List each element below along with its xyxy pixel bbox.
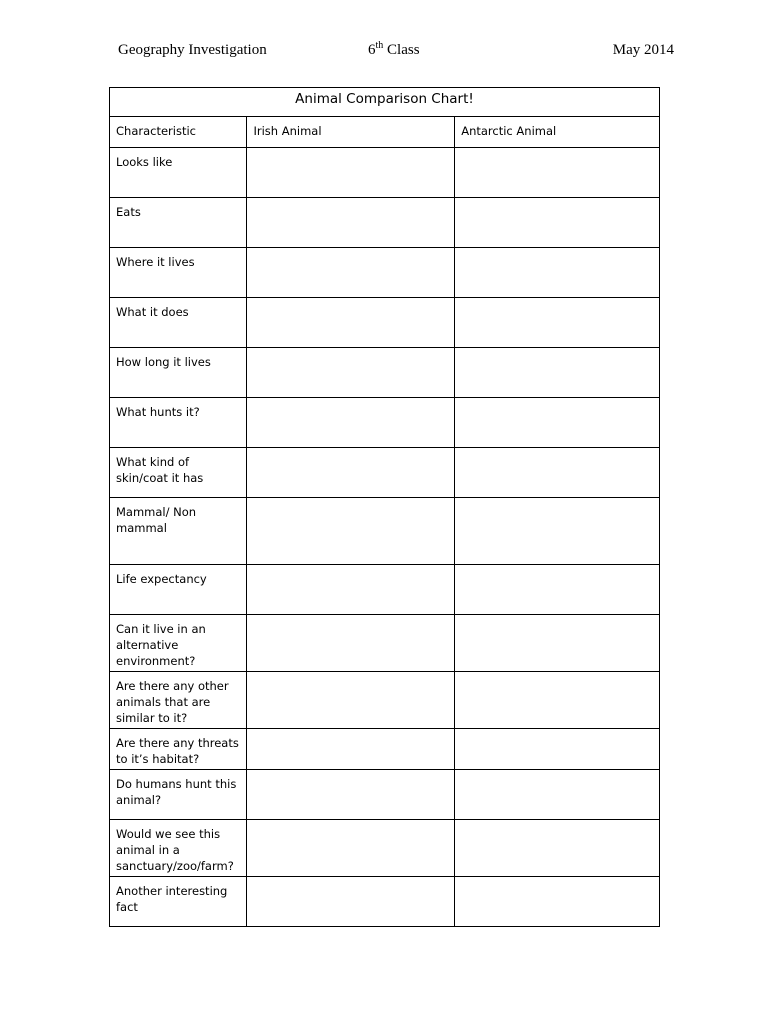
antarctic-animal-cell[interactable] [455, 148, 660, 198]
table-row [110, 729, 660, 770]
antarctic-animal-cell[interactable] [455, 498, 660, 565]
table-row [110, 672, 660, 729]
irish-animal-cell[interactable] [247, 498, 455, 565]
title-row [110, 88, 660, 117]
table-row [110, 615, 660, 672]
irish-animal-cell[interactable] [247, 398, 455, 448]
characteristic-cell: What it does [110, 298, 247, 348]
table-row [110, 770, 660, 820]
characteristic-cell: Another interesting fact [110, 877, 247, 927]
characteristic-cell: Are there any threats to it’s habitat? [110, 729, 247, 770]
class-label [368, 42, 420, 59]
antarctic-animal-cell[interactable] [455, 770, 660, 820]
animal-comparison-table [109, 87, 660, 927]
antarctic-animal-cell[interactable] [455, 729, 660, 770]
table-row [110, 820, 660, 877]
irish-animal-cell[interactable] [247, 148, 455, 198]
table-row [110, 448, 660, 498]
table-row [110, 398, 660, 448]
class-superscript: th [375, 40, 384, 51]
irish-animal-cell[interactable] [247, 198, 455, 248]
antarctic-animal-cell[interactable] [455, 398, 660, 448]
characteristic-cell: Are there any other animals that are similar to it? [110, 672, 247, 729]
chart-body [110, 148, 660, 927]
irish-animal-cell[interactable] [247, 448, 455, 498]
characteristic-cell: Mammal/ Non mammal [110, 498, 247, 565]
table-row [110, 198, 660, 248]
table-row [110, 877, 660, 927]
characteristic-cell: What hunts it? [110, 398, 247, 448]
class-word: Class [383, 42, 420, 58]
antarctic-animal-cell[interactable] [455, 348, 660, 398]
table-row [110, 148, 660, 198]
antarctic-animal-cell[interactable] [455, 877, 660, 927]
characteristic-cell: Do humans hunt this animal? [110, 770, 247, 820]
irish-animal-cell[interactable] [247, 565, 455, 615]
page-header [118, 42, 674, 62]
antarctic-animal-cell[interactable] [455, 565, 660, 615]
table-row [110, 498, 660, 565]
column-header-irish-animal: Irish Animal [247, 117, 455, 148]
characteristic-cell: How long it lives [110, 348, 247, 398]
antarctic-animal-cell[interactable] [455, 448, 660, 498]
characteristic-cell: Eats [110, 198, 247, 248]
characteristic-cell: Looks like [110, 148, 247, 198]
irish-animal-cell[interactable] [247, 770, 455, 820]
column-header-characteristic: Characteristic [110, 117, 247, 148]
column-header-antarctic-animal: Antarctic Animal [455, 117, 660, 148]
chart-title: Animal Comparison Chart! [110, 88, 660, 117]
table-row [110, 348, 660, 398]
characteristic-cell: Where it lives [110, 248, 247, 298]
antarctic-animal-cell[interactable] [455, 615, 660, 672]
subject-label: Geography Investigation [118, 42, 267, 58]
characteristic-cell: Life expectancy [110, 565, 247, 615]
class-number: 6 [368, 42, 376, 58]
antarctic-animal-cell[interactable] [455, 198, 660, 248]
antarctic-animal-cell[interactable] [455, 248, 660, 298]
characteristic-cell: What kind of skin/coat it has [110, 448, 247, 498]
irish-animal-cell[interactable] [247, 615, 455, 672]
antarctic-animal-cell[interactable] [455, 672, 660, 729]
characteristic-cell: Would we see this animal in a sanctuary/zoo/farm? [110, 820, 247, 877]
table-row [110, 565, 660, 615]
irish-animal-cell[interactable] [247, 672, 455, 729]
table-row [110, 248, 660, 298]
irish-animal-cell[interactable] [247, 348, 455, 398]
column-header-row [110, 117, 660, 148]
irish-animal-cell[interactable] [247, 248, 455, 298]
table-row [110, 298, 660, 348]
irish-animal-cell[interactable] [247, 729, 455, 770]
irish-animal-cell[interactable] [247, 298, 455, 348]
irish-animal-cell[interactable] [247, 820, 455, 877]
date-label: May 2014 [612, 42, 674, 58]
irish-animal-cell[interactable] [247, 877, 455, 927]
antarctic-animal-cell[interactable] [455, 298, 660, 348]
antarctic-animal-cell[interactable] [455, 820, 660, 877]
characteristic-cell: Can it live in an alternative environment? [110, 615, 247, 672]
